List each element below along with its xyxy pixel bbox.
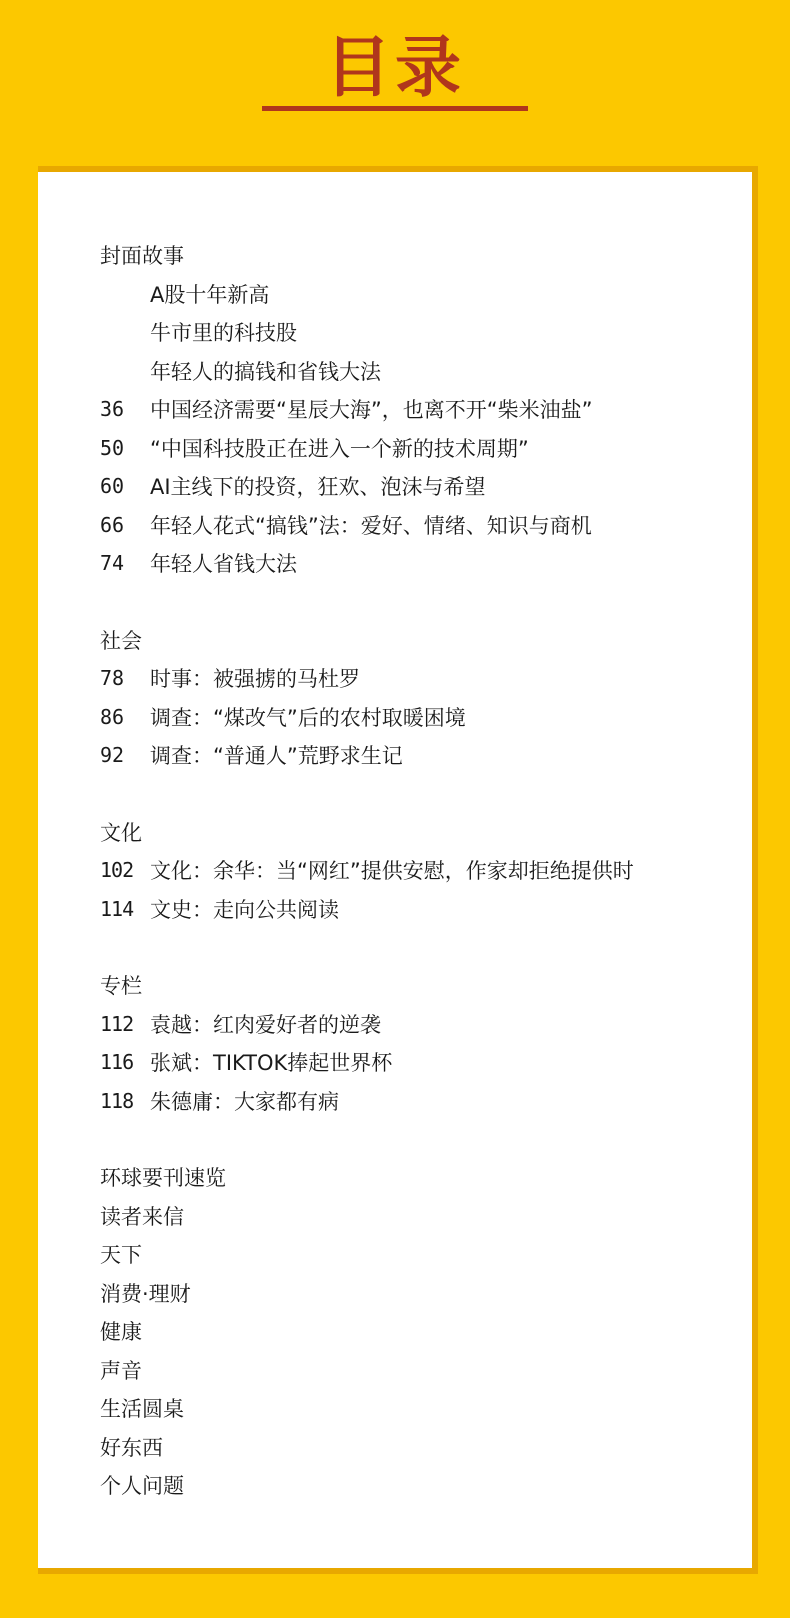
section-heading-society[interactable]: 社会: [100, 628, 142, 653]
page-number: 112: [100, 1011, 134, 1036]
page-number: 118: [100, 1088, 134, 1113]
entry-title: 文化：余华：当“网红”提供安慰，作家却拒绝提供时: [150, 859, 634, 884]
misc-section-item[interactable]: 健康: [100, 1320, 142, 1345]
toc-entry[interactable]: [100, 275, 750, 314]
toc-entry[interactable]: [100, 1043, 750, 1082]
entry-title: 时事：被强掳的马杜罗: [150, 667, 360, 692]
entry-title: 年轻人省钱大法: [150, 552, 297, 577]
page-number: 36: [100, 397, 125, 422]
entry-title: 调查：“普通人”荒野求生记: [150, 744, 403, 769]
page-number: 116: [100, 1050, 134, 1075]
entry-title: AI主线下的投资，狂欢、泡沫与希望: [150, 475, 486, 500]
toc-entry[interactable]: [100, 698, 750, 737]
entry-title: A股十年新高: [150, 282, 270, 307]
toc-entry[interactable]: [100, 1005, 750, 1044]
page-number: 66: [100, 512, 125, 537]
section-gap: [100, 1120, 750, 1158]
entry-title: 调查：“煤改气”后的农村取暖困境: [150, 705, 466, 730]
toc-entry[interactable]: [100, 352, 750, 391]
misc-section-item[interactable]: 声音: [100, 1358, 142, 1383]
page-number: 60: [100, 474, 125, 499]
entry-title: 牛市里的科技股: [150, 321, 297, 346]
toc-entry[interactable]: [100, 313, 750, 352]
section-heading-columns[interactable]: 专栏: [100, 974, 142, 999]
misc-section-item[interactable]: 天下: [100, 1243, 142, 1268]
page-number: 102: [100, 858, 134, 883]
entry-title: 朱德庸：大家都有病: [150, 1089, 339, 1114]
misc-section-item[interactable]: 环球要刊速览: [100, 1166, 226, 1191]
toc-entry[interactable]: [100, 1082, 750, 1121]
toc-entry[interactable]: [100, 467, 750, 506]
misc-section-item[interactable]: 个人问题: [100, 1474, 184, 1499]
misc-section-item[interactable]: 读者来信: [100, 1204, 184, 1229]
title-underline: [262, 106, 528, 111]
toc-entry[interactable]: [100, 506, 750, 545]
section-gap: [100, 583, 750, 621]
page-number: 74: [100, 551, 125, 576]
page-number: 92: [100, 743, 125, 768]
page-title: 目录: [325, 29, 465, 106]
section-gap: [100, 928, 750, 966]
entry-title: 张斌：TIKTOK捧起世界杯: [150, 1051, 393, 1076]
misc-section-item[interactable]: 生活圆桌: [100, 1397, 184, 1422]
toc-card: [38, 172, 752, 1568]
table-of-contents: [100, 236, 750, 1505]
page-number: 86: [100, 704, 125, 729]
toc-entry[interactable]: [100, 736, 750, 775]
section-gap: [100, 775, 750, 813]
page-number: 50: [100, 435, 125, 460]
entry-title: 袁越：红肉爱好者的逆袭: [150, 1012, 381, 1037]
entry-title: 年轻人的搞钱和省钱大法: [150, 359, 381, 384]
entry-title: “中国科技股正在进入一个新的技术周期”: [150, 436, 529, 461]
toc-entry[interactable]: [100, 890, 750, 929]
toc-entry[interactable]: [100, 851, 750, 890]
toc-entry[interactable]: [100, 544, 750, 583]
toc-entry[interactable]: [100, 429, 750, 468]
section-heading-cover-story[interactable]: 封面故事: [100, 244, 184, 269]
page-number: 114: [100, 896, 134, 921]
entry-title: 中国经济需要“星辰大海”，也离不开“柴米油盐”: [150, 398, 593, 423]
toc-entry[interactable]: [100, 390, 750, 429]
page-number: 78: [100, 666, 125, 691]
misc-section-item[interactable]: 消费·理财: [100, 1281, 191, 1306]
entry-title: 文史：走向公共阅读: [150, 897, 339, 922]
section-heading-culture[interactable]: 文化: [100, 820, 142, 845]
entry-title: 年轻人花式“搞钱”法：爱好、情绪、知识与商机: [150, 513, 592, 538]
toc-entry[interactable]: [100, 659, 750, 698]
misc-section-item[interactable]: 好东西: [100, 1435, 163, 1460]
